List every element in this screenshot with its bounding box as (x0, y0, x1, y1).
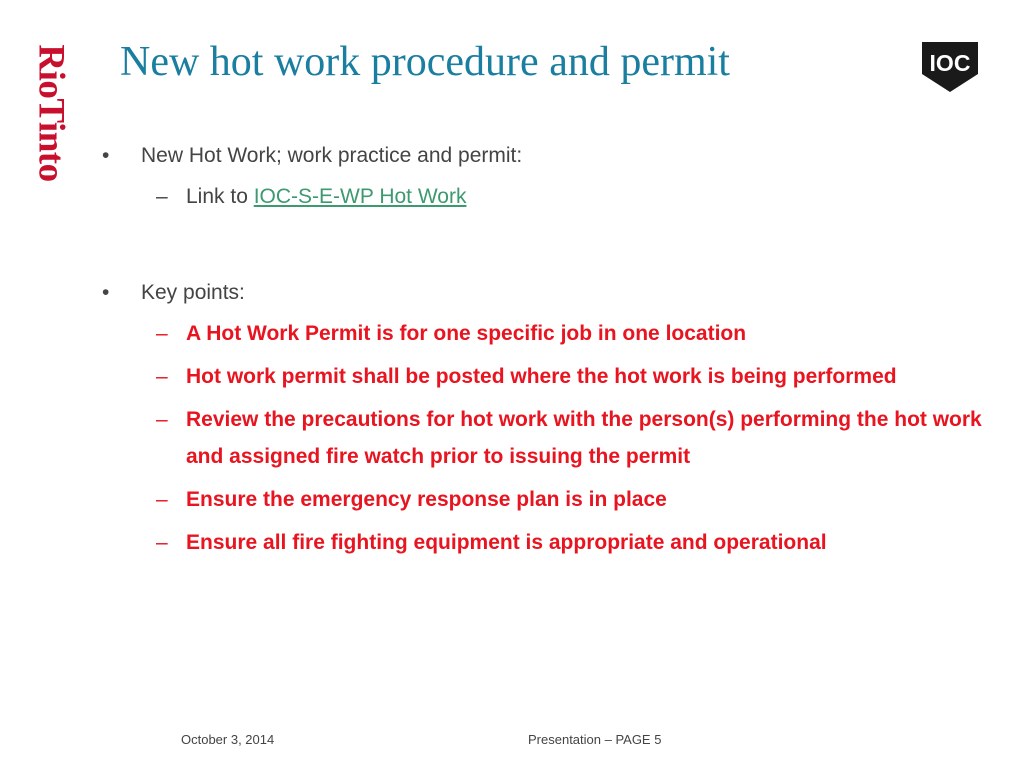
bullet-key-points (100, 277, 1000, 309)
bullet-hot-work (100, 140, 1000, 172)
footer-date: October 3, 2014 (181, 732, 275, 747)
key-point-text: Ensure all fire fighting equipment is appropriate and operational (186, 531, 827, 554)
dash-marker: – (156, 531, 168, 554)
riotinto-wordmark: RioTinto (30, 44, 72, 182)
key-point-item (100, 358, 1000, 395)
bullet-text: New Hot Work; work practice and permit: (141, 144, 523, 167)
dash-marker: – (156, 488, 168, 511)
riotinto-logo (26, 38, 76, 188)
footer-page-number: Presentation – PAGE 5 (528, 732, 662, 747)
dash-marker: – (156, 322, 168, 345)
ioc-logo-icon (920, 40, 980, 94)
key-point-text: Ensure the emergency response plan is in place (186, 488, 667, 511)
dash-marker: – (156, 408, 168, 431)
slide-title: New hot work procedure and permit (120, 39, 730, 85)
bullet-marker: • (102, 144, 110, 167)
key-point-item (100, 315, 1000, 352)
key-point-item (100, 481, 1000, 518)
bullet-text: Key points: (141, 281, 245, 304)
ioc-logo-text: IOC (929, 50, 971, 76)
dash-marker: – (156, 365, 168, 388)
bullet-marker: • (102, 281, 110, 304)
link-prefix: Link to (186, 185, 254, 208)
dash-marker: – (156, 185, 168, 208)
sub-bullet-link (100, 178, 1000, 215)
key-point-item (100, 401, 1000, 475)
key-point-text: A Hot Work Permit is for one specific job in one location (186, 322, 747, 345)
key-point-text: Review the precautions for hot work with the person(s) performing the hot work and assigned fire watch prior to issuing the permit (186, 408, 982, 468)
key-point-item (100, 524, 1000, 561)
hot-work-link[interactable]: IOC-S-E-WP Hot Work (253, 185, 467, 208)
slide-content (100, 140, 1000, 561)
key-point-text: Hot work permit shall be posted where the hot work is being performed (186, 365, 897, 388)
